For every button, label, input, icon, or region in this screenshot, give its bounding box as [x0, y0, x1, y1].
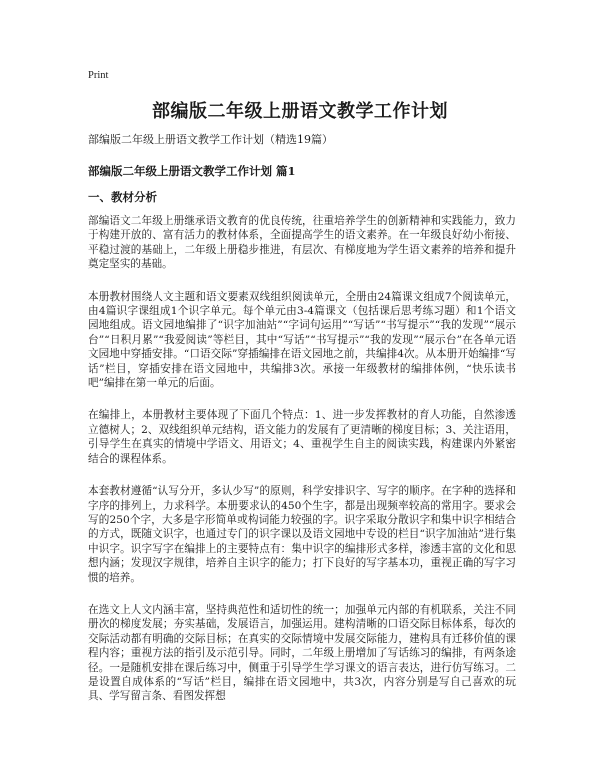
paragraph-4: 本套教材遵循“认写分开，多认少写”的原则，科学安排识字、写字的顺序。在字种的选择和字序的排列上，力求科学。本册要求认的450个生字，都是出现频率较高的常用字。要求会写的250个字，大多是字形简单或构词能力较强的字。识字采取分散识字和集中识字相结合的方式，既随文识字，也通过专门的识字课以及语文园地中专设的栏目“识字加油站”进行集中识字。识字写字在编排上的主要特点有：集中识字的编排形式多样，渗透丰富的文化和思想内涵；发现汉字规律，培养自主识字的能力；打下良好的写字基本功，重视正确的写字习惯的培养。: [88, 485, 516, 584]
paragraph-1: 部编语文二年级上册继承语文教育的优良传统，往重培养学生的创新精神和实践能力，致力于构建开放的、富有活力的教材体系，全面提高学生的语文素养。在一年级良好幼小衔接、平稳过渡的基础上，二年级上册稳步推进，有层次、有梯度地为学生语文素养的培养和提升奠定坚实的基础。: [88, 215, 516, 271]
paragraph-3: 在编排上，本册教材主要体现了下面几个特点：1、进一步发挥教材的育人功能，自然渗透立德树人；2、双线组织单元结构，语文能力的发展有了更清晰的梯度目标；3、关注语用，引导学生在真实的情境中学语文、用语文；4、重视学生自主的阅读实践，构建课内外紧密结合的课程体系。: [88, 409, 516, 465]
paragraph-5: 在选文上人文内涵丰富，坚持典范性和适切性的统一；加强单元内部的有机联系，关注不同册次的梯度发展；夯实基础，发展语言，加强运用。建构清晰的口语交际目标体系，每次的交际活动都有明确的交际目标；在真实的交际情境中发展交际能力，建构具有迁移价值的课程内容；重视方法的指引及示范引导。同时，二年级上册增加了写话练习的编排，有两条途径。一是随机安排在课后练习中，侧重于引导学生学习课文的语言表达，进行仿写练习。二是设置自成体系的“写话”栏目，编排在语文园地中，共3次，内容分别是写自己喜欢的玩具、学写留言条、看图发挥想: [88, 603, 516, 703]
section-heading: 一、教材分析: [88, 190, 157, 204]
document-body: [88, 214, 516, 722]
print-label: Print: [88, 70, 109, 81]
section-title: 部编版二年级上册语文教学工作计划 篇1: [88, 164, 296, 178]
document-title: 部编版二年级上册语文教学工作计划: [152, 101, 448, 122]
document-subtitle: 部编版二年级上册语文教学工作计划（精选19篇）: [88, 133, 333, 146]
paragraph-2: 本册教材围绕人文主题和语文要素双线组织阅读单元，全册由24篇课文组成7个阅读单元，由4篇识字课组成1个识字单元。每个单元由3-4篇课文（包括课后思考练习题）和1个语文园地组成。语文园地编排了“识字加油站”“字词句运用”“写话”“书写提示”“我的发现”“展示台”“日积月累”“我爱阅读”等栏目，其中“写话”“书写提示”“我的发现”“展示台”在各单元语文园地中穿插安排。“口语交际”穿插编排在语文园地之前，共编排4次。从本册开始编排“写话”栏目，穿插安排在语文园地中，共编排3次。承接一年级教材的编排体例，“快乐读书吧”编排在第一单元的后面。: [88, 290, 516, 390]
